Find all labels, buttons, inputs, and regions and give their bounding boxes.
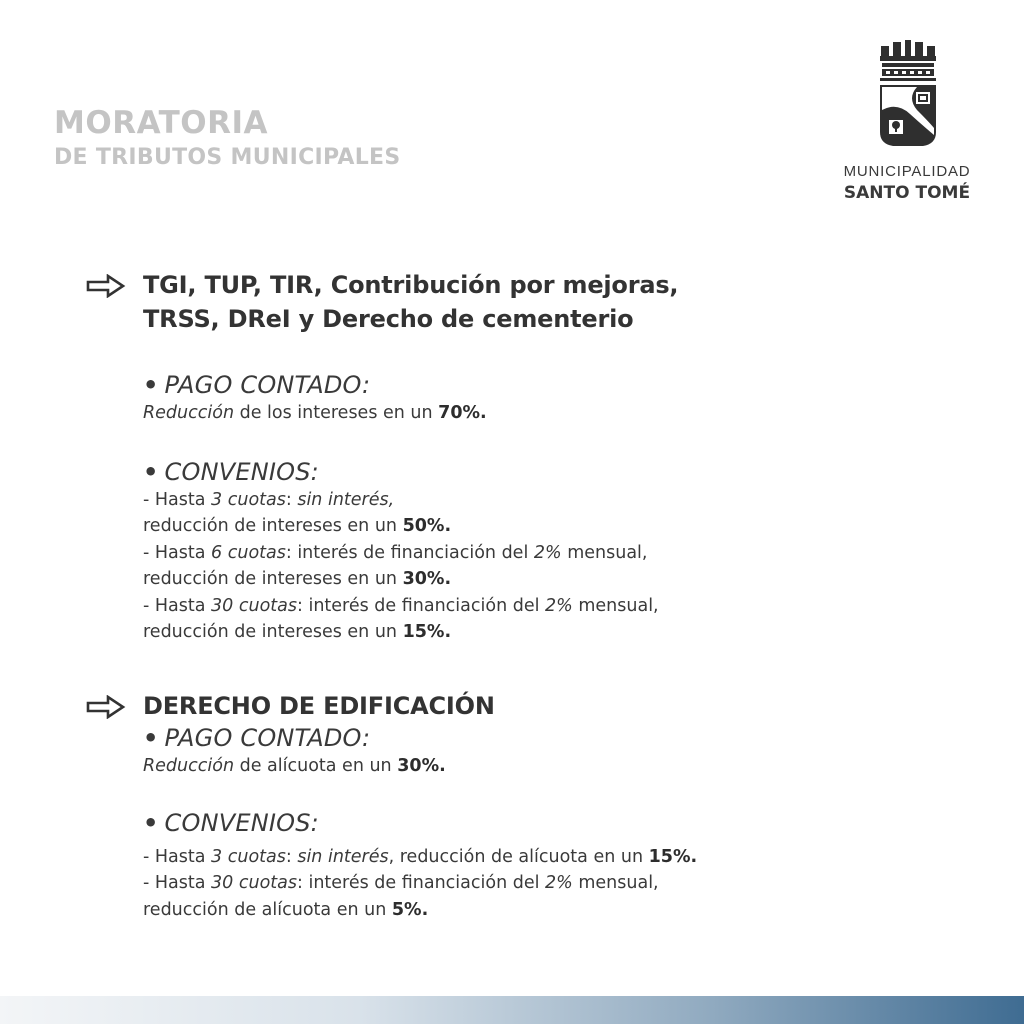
page-subtitle: DE TRIBUTOS MUNICIPALES: [54, 145, 401, 170]
logo-text-santo-tome: SANTO TOMÉ: [843, 183, 971, 203]
bullet-heading: • CONVENIOS:: [143, 808, 319, 837]
bullet-label: PAGO CONTADO:: [164, 371, 371, 399]
municipality-logo: [832, 40, 982, 204]
section-title: DERECHO DE EDIFICACIÓN: [143, 692, 495, 720]
text-line: - Hasta 30 cuotas: interés de financiación del 2% mensual,: [143, 873, 659, 893]
section-title: [143, 268, 678, 336]
header: [54, 104, 401, 174]
section-title-line: TRSS, DReI y Derecho de cementerio: [143, 305, 634, 333]
page-title: MORATORIA: [54, 105, 269, 141]
bullet-label: CONVENIOS:: [164, 457, 319, 486]
bullet-label: CONVENIOS:: [164, 808, 319, 837]
municipal-crest-icon: [877, 40, 937, 150]
bullet-heading: • CONVENIOS:: [143, 457, 319, 486]
bullet-heading: • PAGO CONTADO:: [143, 724, 371, 752]
text-line: - Hasta 6 cuotas: interés de financiación del 2% mensual,: [143, 542, 648, 563]
text-line: Reducción de los intereses en un 70%.: [143, 403, 487, 423]
arrow-right-icon: [86, 274, 126, 298]
text-line: - Hasta 3 cuotas: sin interés, reducción de alícuota en un 15%.: [143, 846, 698, 867]
section-tributos: [86, 268, 946, 646]
bottom-gradient-bar: [0, 996, 1024, 1024]
text-line: - Hasta 3 cuotas: sin interés,: [143, 489, 395, 510]
bullet-heading: • PAGO CONTADO:: [143, 371, 371, 399]
convenios-block: [143, 457, 946, 646]
section-title-line: TGI, TUP, TIR, Contribución por mejoras,: [143, 271, 679, 299]
text-line: Reducción de alícuota en un 30%.: [143, 756, 446, 776]
text-line: - Hasta 30 cuotas: interés de financiación del 2% mensual,: [143, 595, 659, 616]
convenios-block: [143, 808, 946, 924]
pago-contado-block: [143, 370, 946, 427]
bullet-label: PAGO CONTADO:: [164, 724, 371, 752]
pago-contado-block: [143, 723, 946, 780]
section-edificacion: [86, 689, 946, 923]
section-heading: [86, 689, 946, 723]
section-heading: [86, 268, 946, 336]
text-line: reducción de intereses en un 15%.: [143, 622, 452, 642]
text-line: reducción de intereses en un 50%.: [143, 516, 452, 536]
logo-text-municipalidad: MUNICIPALIDAD: [843, 163, 971, 180]
text-line: reducción de alícuota en un 5%.: [143, 899, 429, 920]
text-line: reducción de intereses en un 30%.: [143, 569, 452, 589]
arrow-right-icon: [86, 695, 126, 719]
